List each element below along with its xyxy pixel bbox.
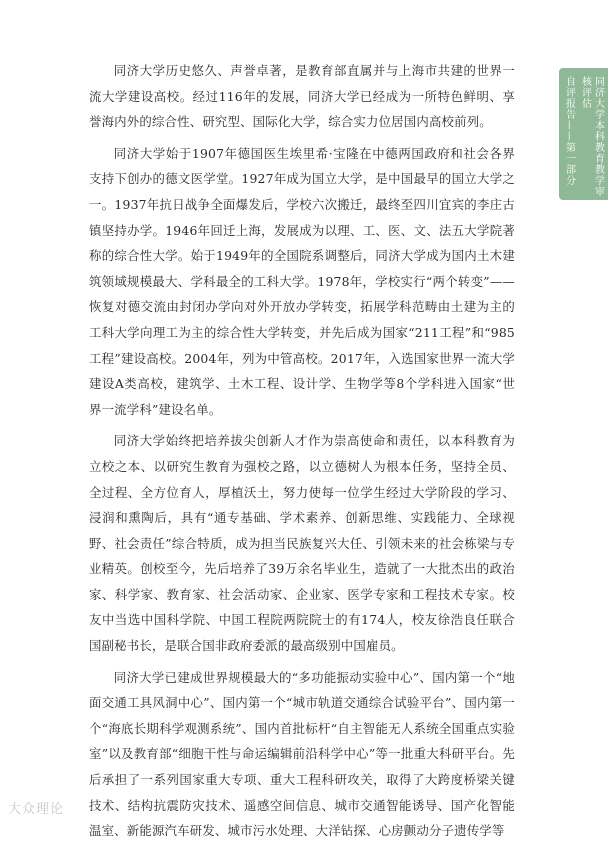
section-side-tab: [559, 68, 608, 200]
paragraph-history: 同济大学历史悠久、声誉卓著，是教育部直属并与上海市共建的世界一流大学建设高校。经过116年的发展，同济大学已经成为一所特色鲜明、享誉海内外的综合性、研究型、国际化大学，综合实力位居国内高校前列。: [89, 63, 515, 130]
paragraph-talent: 同济大学始终把培养拔尖创新人才作为崇高使命和责任，以本科教育为立校之本、以研究生教育为强校之路，以立德树人为根本任务，坚持全员、全过程、全方位育人，厚植沃土，努力使每一位学生经过大学阶段的学习、浸润和熏陶后，具有“通专基础、学术素养、创新思维、实践能力、全球视野、社会责任”综合特质，成为担当民族复兴大任、引领未来的社会栋梁与专业精英。创校至今，先后培养了39万余名毕业生，造就了一大批杰出的政治家、科学家、教育家、社会活动家、企业家、医学专家和工程技术专家。校友中当选中国科学院、中国工程院两院院士的有174人，校友徐浩良任联合国副秘书长，是联合国非政府委派的最高级别中国雇员。: [89, 433, 515, 654]
document-body: [89, 58, 515, 850]
side-tab-section-label: 自评报告——第一部分: [563, 76, 575, 186]
watermark-logo: [8, 798, 64, 817]
paragraph-research: 同济大学已建成世界规模最大的“多功能振动实验中心”、国内第一个“地面交通工具风洞中心”、国内第一个“城市轨道交通综合试验平台”、国内第一个“海底长期科学观测系统”、国内首批标杆“自主智能无人系统全国重点实验室”以及教育部“细胞干性与命运编辑前沿科学中心”等一批重大科研平台。先后承担了一系列国家重大专项、重大工程科研攻关，取得了大跨度桥梁关键技术、结构抗震防灾技术、遥感空间信息、城市交通智能诱导、国产化智能温室、新能源汽车研发、城市污水处理、大洋钻探、心房颤动分子遗传学等: [89, 669, 515, 839]
paragraph-origins: 同济大学始于1907年德国医生埃里希·宝隆在中德两国政府和社会各界支持下创办的德文医学堂。1927年成为国立大学，是中国最早的国立大学之一。1937年抗日战争全面爆发后，学校六次搬迁，最终至四川宜宾的李庄古镇坚持办学。1946年回迁上海，发展成为以理、工、医、文、法五大学院著称的综合性大学。始于1949年的全国院系调整后，同济大学成为国内土木建筑领域规模最大、学科最全的工科大学。1978年，学校实行“两个转变”——恢复对德交流由封闭办学向对外开放办学转变，拓展学科范畴由土建为主的工科大学向理工为主的综合性大学转变，并先后成为国家“211工程”和“985工程”建设高校。2004年，列为中管高校。2017年，入选国家世界一流大学建设A类高校，建筑学、土木工程、设计学、生物学等8个学科进入国家“世界一流学科”建设名单。: [89, 145, 515, 417]
watermark-text: 大众理论: [8, 802, 65, 817]
side-tab-report-title: 同济大学本科教育教学审核评估: [579, 76, 604, 197]
